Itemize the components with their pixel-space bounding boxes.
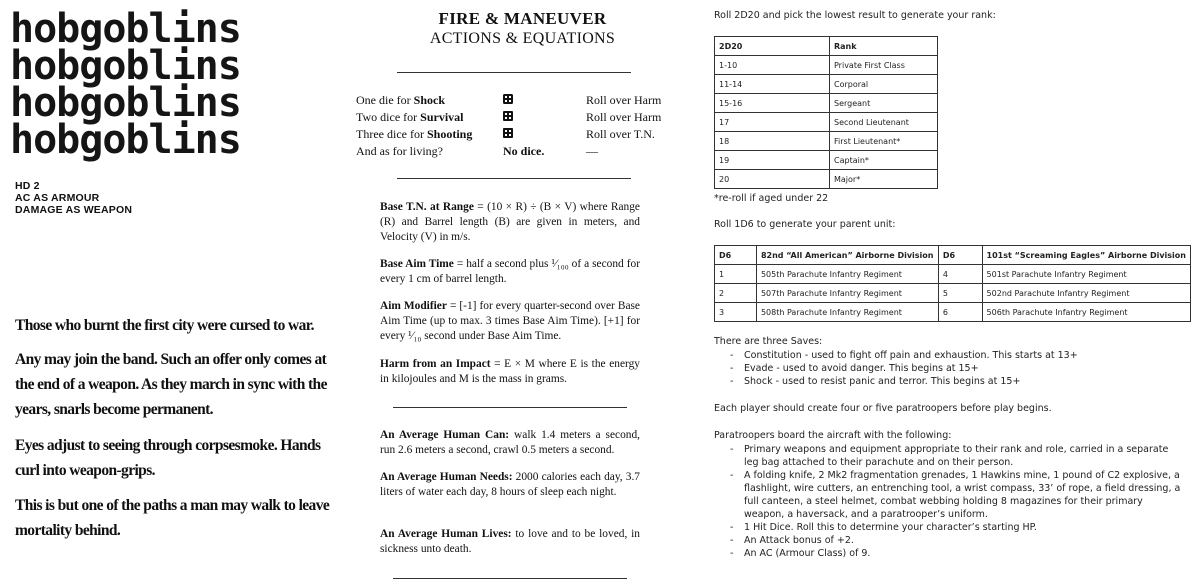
rank-table	[714, 36, 938, 189]
die-icon	[503, 94, 513, 104]
divider	[393, 578, 627, 579]
table-cell: 1	[715, 265, 757, 284]
section-title: FIRE & MANEUVER	[438, 9, 607, 28]
table-cell: 1-10	[715, 56, 830, 75]
table-cell: 20	[715, 170, 830, 189]
rule-term: Base Aim Time	[380, 258, 454, 270]
table-cell: 19	[715, 151, 830, 170]
list-item: - 1 Hit Dice. Roll this to determine your character’s starting HP.	[714, 521, 1184, 534]
table-cell: 507th Parachute Infantry Regiment	[756, 284, 938, 303]
rule-text: 2000 calories each day, 3.7 liters of water each day, 8 hours of sleep each night.	[380, 471, 640, 498]
table-cell: 3	[715, 303, 757, 322]
divider	[397, 72, 631, 73]
table-header: Rank	[830, 37, 938, 56]
table-row	[715, 151, 938, 170]
table-row	[715, 303, 1191, 322]
list-item: - A folding knife, 2 Mk2 fragmentation grenades, 1 Hawkins mine, 1 pound of C2 explosive, a flashlight, wire cutters, an entrenching tool, a wrist compass, 33’ of rope, a field dressing, a full canteen, a steel helmet, combat webbing holding 8 magazines for their primary weapon, a haversack, and a paratrooper’s uniform.	[714, 469, 1184, 521]
monster-column	[0, 0, 345, 586]
table-row	[715, 94, 938, 113]
table-header: D6	[715, 246, 757, 265]
dice-row-result: —	[586, 144, 598, 158]
list-item: - Shock - used to resist panic and terror. This begins at 15+	[714, 375, 1174, 388]
rule-text: walk 1.4 meters a second, run 2.6 meters a second, crawl 0.5 meters a second.	[380, 429, 641, 456]
table-cell: 508th Parachute Infantry Regiment	[756, 303, 938, 322]
table-row	[715, 132, 938, 151]
rule-term: An Average Human Can:	[380, 429, 510, 441]
table-cell: Corporal	[830, 75, 938, 94]
table-row	[715, 75, 938, 94]
character-gen-column	[700, 0, 1191, 586]
rule-human-lives	[380, 527, 640, 557]
dice-row-prefix: Three dice for	[356, 127, 427, 141]
board-intro: Paratroopers board the aircraft with the following:	[714, 430, 952, 441]
saves-list	[714, 349, 1174, 388]
rule-term: An Average Human Needs:	[380, 471, 513, 483]
table-header: D6	[938, 246, 982, 265]
unit-intro: Roll 1D6 to generate your parent unit:	[714, 219, 896, 230]
dice-row-dice: No dice.	[503, 144, 545, 158]
section-subtitle: ACTIONS & EQUATIONS	[429, 30, 616, 47]
table-row	[715, 113, 938, 132]
table-cell: 11-14	[715, 75, 830, 94]
rule-human-needs	[380, 470, 640, 500]
table-header: 2D20	[715, 37, 830, 56]
table-header-row	[715, 246, 1191, 265]
stat-damage: DAMAGE AS WEAPON	[15, 204, 133, 216]
hobgoblins-title-line: hobgoblins	[10, 80, 241, 126]
divider	[393, 407, 627, 408]
lore-paragraph: This is but one of the paths a man may walk to leave mortality behind.	[15, 497, 330, 539]
hobgoblins-title-line: hobgoblins	[10, 6, 241, 52]
table-cell: 506th Parachute Infantry Regiment	[982, 303, 1190, 322]
dice-row-prefix: One die for	[356, 93, 414, 107]
rule-term: Aim Modifier	[380, 300, 447, 312]
dice-row-prefix: And as for living?	[356, 144, 443, 158]
rule-term: An Average Human Lives:	[380, 528, 512, 540]
list-item: - An AC (Armour Class) of 9.	[714, 547, 1184, 560]
table-cell: 18	[715, 132, 830, 151]
rule-base-aim-time	[380, 257, 640, 287]
divider	[397, 178, 631, 179]
dice-row-result: Roll over Harm	[586, 110, 662, 124]
table-cell: Private First Class	[830, 56, 938, 75]
table-header-row	[715, 37, 938, 56]
table-cell: Sergeant	[830, 94, 938, 113]
rule-text: = [-1] for every quarter-second over Base Aim Time (up to max. 3 times Base Aim Time). [+1] for every ¹⁄₁₀ second under Base Aim Time.	[380, 300, 640, 342]
table-cell: 505th Parachute Infantry Regiment	[756, 265, 938, 284]
rank-note: *re-roll if aged under 22	[714, 193, 829, 204]
list-item: - Evade - used to avoid danger. This begins at 15+	[714, 362, 1174, 375]
table-cell: 2	[715, 284, 757, 303]
dice-row-label	[356, 92, 445, 108]
list-item: - Primary weapons and equipment appropriate to their rank and role, carried in a separate leg bag attached to their parachute and on their person.	[714, 443, 1184, 469]
unit-table	[714, 245, 1191, 322]
dice-row-label	[356, 143, 443, 159]
table-cell: 501st Parachute Infantry Regiment	[982, 265, 1190, 284]
table-cell: 6	[938, 303, 982, 322]
dice-row-result: Roll over T.N.	[586, 127, 655, 141]
table-header: 82nd “All American” Airborne Division	[756, 246, 938, 265]
monster-stats	[15, 180, 132, 216]
dice-row-label	[356, 126, 472, 142]
table-header: 101st “Screaming Eagles” Airborne Division	[982, 246, 1190, 265]
list-item: - Constitution - used to fight off pain and exhaustion. This starts at 13+	[714, 349, 1174, 362]
dice-row-prefix: Two dice for	[356, 110, 421, 124]
table-cell: Second Lieutenant	[830, 113, 938, 132]
die-icon	[503, 128, 513, 138]
table-cell: First Lieutenant*	[830, 132, 938, 151]
list-item: - An Attack bonus of +2.	[714, 534, 1184, 547]
stat-hd: HD 2	[15, 180, 40, 192]
hobgoblins-title-line: hobgoblins	[10, 43, 241, 89]
table-row	[715, 265, 1191, 284]
dice-row-result: Roll over Harm	[586, 93, 662, 107]
lore-paragraph: Those who burnt the first city were cursed to war.	[15, 317, 314, 334]
saves-intro: There are three Saves:	[714, 336, 823, 347]
dice-row-save: Survival	[420, 110, 464, 124]
table-cell: 15-16	[715, 94, 830, 113]
table-row	[715, 284, 1191, 303]
board-list	[714, 443, 1184, 560]
lore-paragraph: Eyes adjust to seeing through corpsesmoke. Hands curl into weapon-grips.	[15, 437, 321, 479]
dice-row-save: Shooting	[426, 127, 473, 141]
hobgoblins-title-line: hobgoblins	[10, 117, 241, 163]
dice-row-save: Shock	[413, 93, 446, 107]
lore-paragraph: Any may join the band. Such an offer only comes at the end of a weapon. As they march in sync with the years, snarls become permanent.	[15, 351, 327, 418]
rule-text: = (10 × R) ÷ (B × V) where Range (R) and Barrel length (B) are given in meters, and Velocity (V) in m/s.	[380, 201, 640, 243]
rule-text: to love and to be loved, in sickness unto death.	[380, 528, 640, 555]
table-row	[715, 170, 938, 189]
table-cell: 17	[715, 113, 830, 132]
rule-text: = E × M where E is the energy in kilojoules and M is the mass in grams.	[380, 358, 640, 385]
rule-text: = half a second plus ¹⁄₁₀₀ of a second for every 1 cm of barrel length.	[380, 258, 640, 285]
rank-intro: Roll 2D20 and pick the lowest result to generate your rank:	[714, 10, 996, 21]
table-cell: Captain*	[830, 151, 938, 170]
players-note: Each player should create four or five paratroopers before play begins.	[714, 403, 1052, 414]
rules-column	[345, 0, 700, 586]
table-row	[715, 56, 938, 75]
rule-term: Harm from an Impact	[380, 358, 491, 370]
rule-term: Base T.N. at Range	[380, 201, 474, 213]
dice-row-label	[356, 109, 463, 125]
table-cell: Major*	[830, 170, 938, 189]
die-icon	[503, 111, 513, 121]
stat-ac: AC AS ARMOUR	[15, 192, 100, 204]
rule-human-can	[380, 428, 640, 458]
rule-harm	[380, 357, 640, 387]
table-cell: 502nd Parachute Infantry Regiment	[982, 284, 1190, 303]
rule-aim-modifier	[380, 299, 640, 344]
table-cell: 4	[938, 265, 982, 284]
table-cell: 5	[938, 284, 982, 303]
rule-base-tn	[380, 200, 640, 245]
